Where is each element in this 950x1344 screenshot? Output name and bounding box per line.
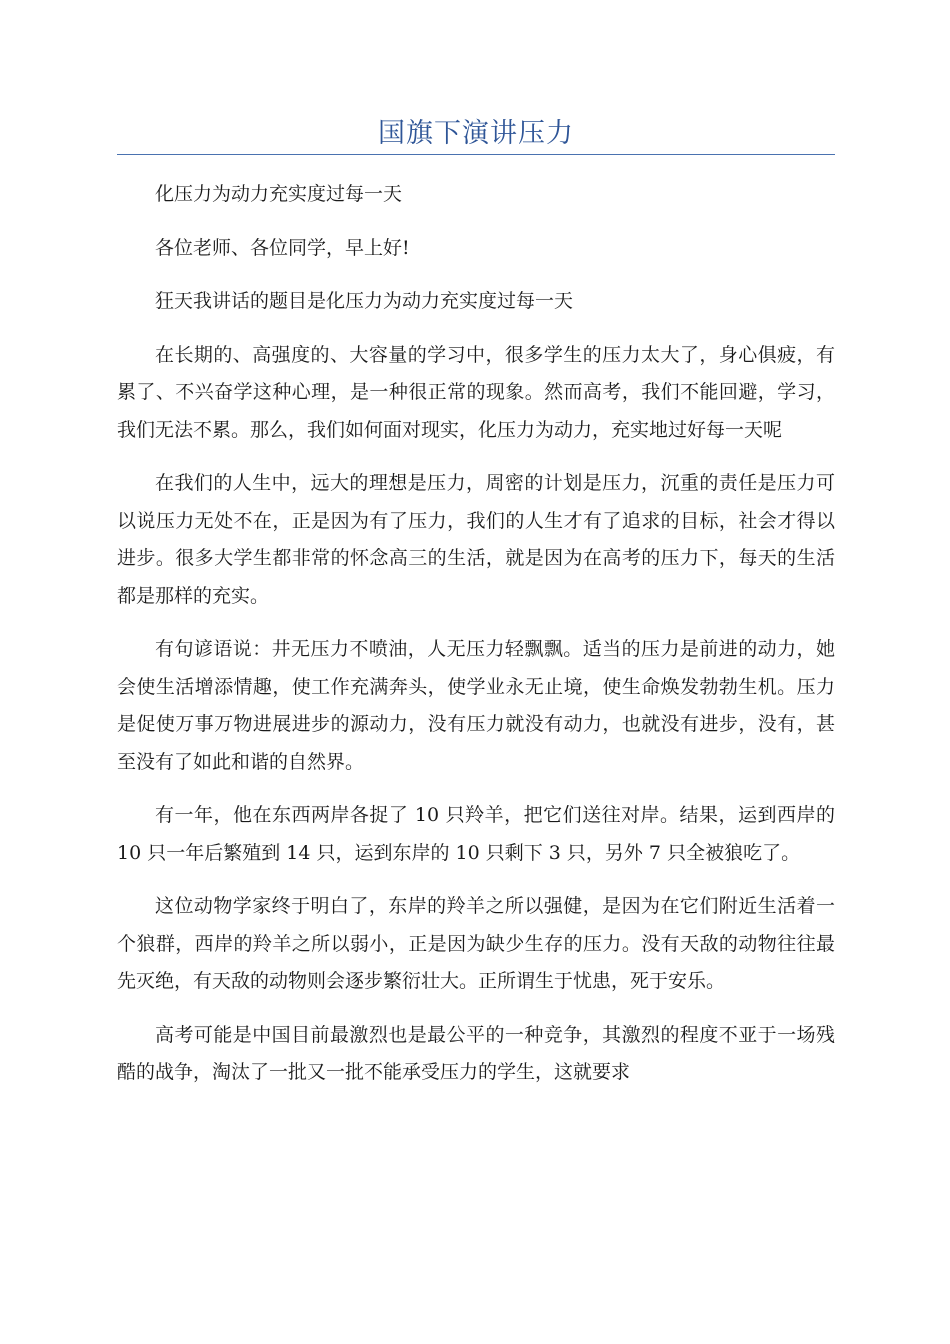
paragraph: 这位动物学家终于明白了，东岸的羚羊之所以强健，是因为在它们附近生活着一个狼群，西岸的羚羊之所以弱小，正是因为缺少生存的压力。没有天敌的动物往往最先灭绝，有天敌的动物则会逐步繁衍壮大。正所谓生于忧患，死于安乐。	[117, 895, 835, 992]
document-page	[117, 0, 835, 1092]
paragraph: 高考可能是中国目前最激烈也是最公平的一种竞争，其激烈的程度不亚于一场残酷的战争，淘汰了一批又一批不能承受压力的学生，这就要求	[117, 1023, 835, 1083]
paragraph: 在长期的、高强度的、大容量的学习中，很多学生的压力太大了，身心俱疲，有累了、不兴奋学这种心理，是一种很正常的现象。然而高考，我们不能回避，学习，我们无法不累。那么，我们如何面对现实，化压力为动力，充实地过好每一天呢	[117, 343, 835, 441]
paragraph: 在我们的人生中，远大的理想是压力，周密的计划是压力，沉重的责任是压力可以说压力无处不在，正是因为有了压力，我们的人生才有了追求的目标，社会才得以进步。很多大学生都非常的怀念高三的生活，就是因为在高考的压力下，每天的生活都是那样的充实。	[117, 472, 835, 607]
paragraph: 有一年，他在东西两岸各捉了 10 只羚羊，把它们送往对岸。结果，运到西岸的 10 只一年后繁殖到 14 只，运到东岸的 10 只剩下 3 只，另外 7 只全被狼吃了。	[117, 804, 835, 864]
paragraph-topic: 狂天我讲话的题目是化压力为动力充实度过每一天	[155, 290, 574, 312]
document-title: 国旗下演讲压力	[378, 118, 574, 149]
paragraph-subtitle: 化压力为动力充实度过每一天	[155, 183, 403, 205]
paragraph: 有句谚语说：井无压力不喷油，人无压力轻飘飘。适当的压力是前进的动力，她会使生活增添情趣，使工作充满奔头，使学业永无止境，使生命焕发勃勃生机。压力是促使万事万物进展进步的源动力，没有压力就没有动力，也就没有进步，没有，甚至没有了如此和谐的自然界。	[117, 638, 835, 773]
document-body	[117, 176, 835, 1092]
paragraph-greeting: 各位老师、各位同学，早上好!	[155, 236, 410, 259]
title-underline	[117, 154, 835, 155]
